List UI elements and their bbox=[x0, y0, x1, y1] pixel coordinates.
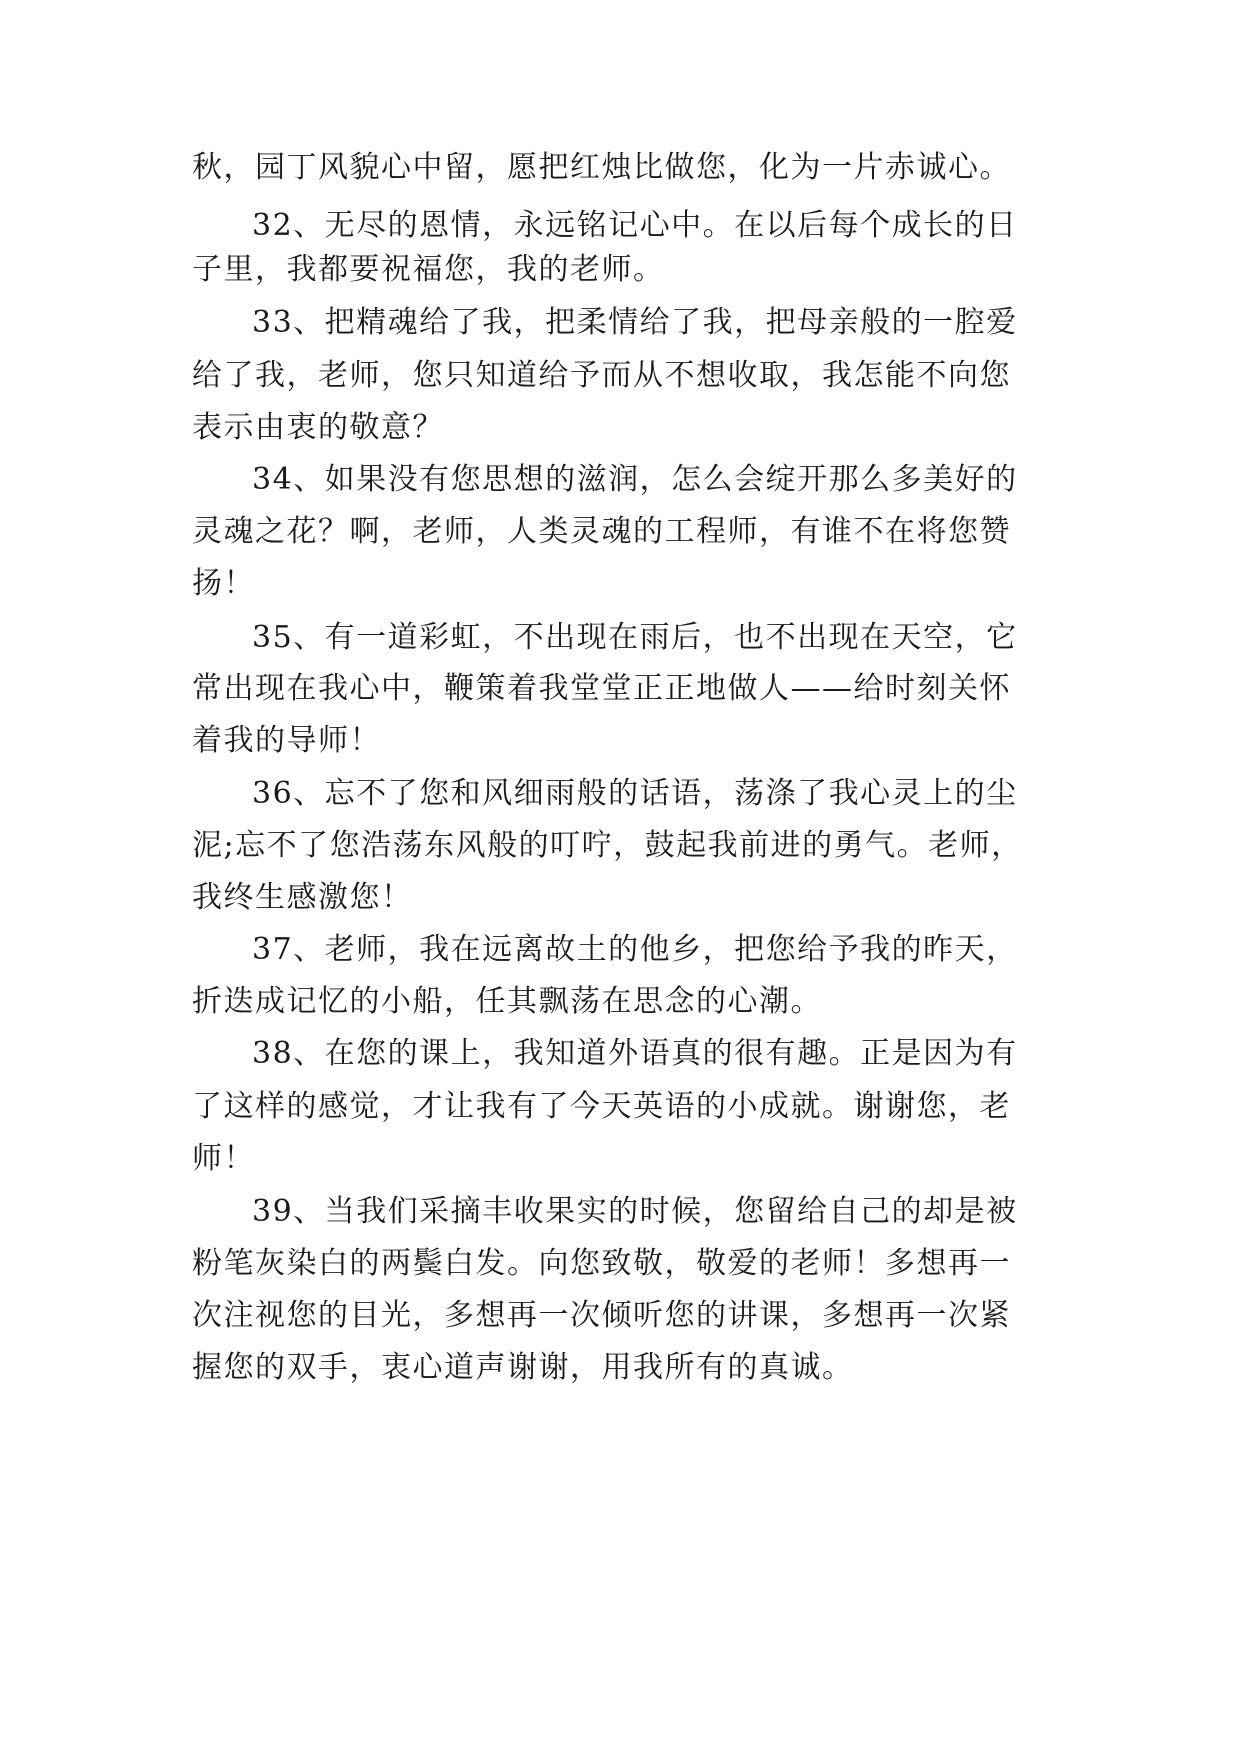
text-line: 39、当我们采摘丰收果实的时候，您留给自己的却是被 bbox=[252, 1194, 1018, 1229]
text-line: 38、在您的课上，我知道外语真的很有趣。正是因为有 bbox=[252, 1036, 1018, 1071]
text-line: 我终生感激您！ bbox=[192, 880, 413, 915]
text-line: 33、把精魂给了我，把柔情给了我，把母亲般的一腔爱 bbox=[252, 305, 1018, 340]
text-line: 扬！ bbox=[192, 566, 255, 601]
text-line: 次注视您的目光，多想再一次倾听您的讲课，多想再一次紧 bbox=[192, 1298, 1011, 1333]
text-line: 37、老师，我在远离故土的他乡，把您给予我的昨天， bbox=[252, 932, 1018, 967]
text-line: 36、忘不了您和风细雨般的话语，荡涤了我心灵上的尘 bbox=[252, 776, 1018, 811]
text-line: 折迭成记忆的小船，任其飘荡在思念的心潮。 bbox=[192, 984, 822, 1019]
text-line: 常出现在我心中，鞭策着我堂堂正正地做人——给时刻关怀 bbox=[192, 671, 1011, 706]
text-line: 粉笔灰染白的两鬓白发。向您致敬，敬爱的老师！多想再一 bbox=[192, 1246, 1011, 1281]
text-line: 着我的导师！ bbox=[192, 723, 381, 758]
text-line: 32、无尽的恩情，永远铭记心中。在以后每个成长的日 bbox=[252, 208, 1018, 243]
text-line: 34、如果没有您思想的滋润，怎么会绽开那么多美好的 bbox=[252, 462, 1018, 497]
text-line: 35、有一道彩虹，不出现在雨后，也不出现在天空，它 bbox=[252, 620, 1018, 655]
text-line: 握您的双手，衷心道声谢谢，用我所有的真诚。 bbox=[192, 1350, 854, 1385]
text-line: 泥;忘不了您浩荡东风般的叮咛，鼓起我前进的勇气。老师， bbox=[192, 828, 1023, 863]
text-line: 表示由衷的敬意？ bbox=[192, 410, 444, 445]
text-line: 给了我，老师，您只知道给予而从不想收取，我怎能不向您 bbox=[192, 358, 1011, 393]
text-line: 师！ bbox=[192, 1141, 255, 1176]
text-line: 秋，园丁风貌心中留，愿把红烛比做您，化为一片赤诚心。 bbox=[192, 150, 1011, 185]
text-line: 了这样的感觉，才让我有了今天英语的小成就。谢谢您，老 bbox=[192, 1089, 1011, 1124]
text-line: 灵魂之花？啊，老师，人类灵魂的工程师，有谁不在将您赞 bbox=[192, 514, 1011, 549]
text-line: 子里，我都要祝福您，我的老师。 bbox=[192, 252, 665, 287]
